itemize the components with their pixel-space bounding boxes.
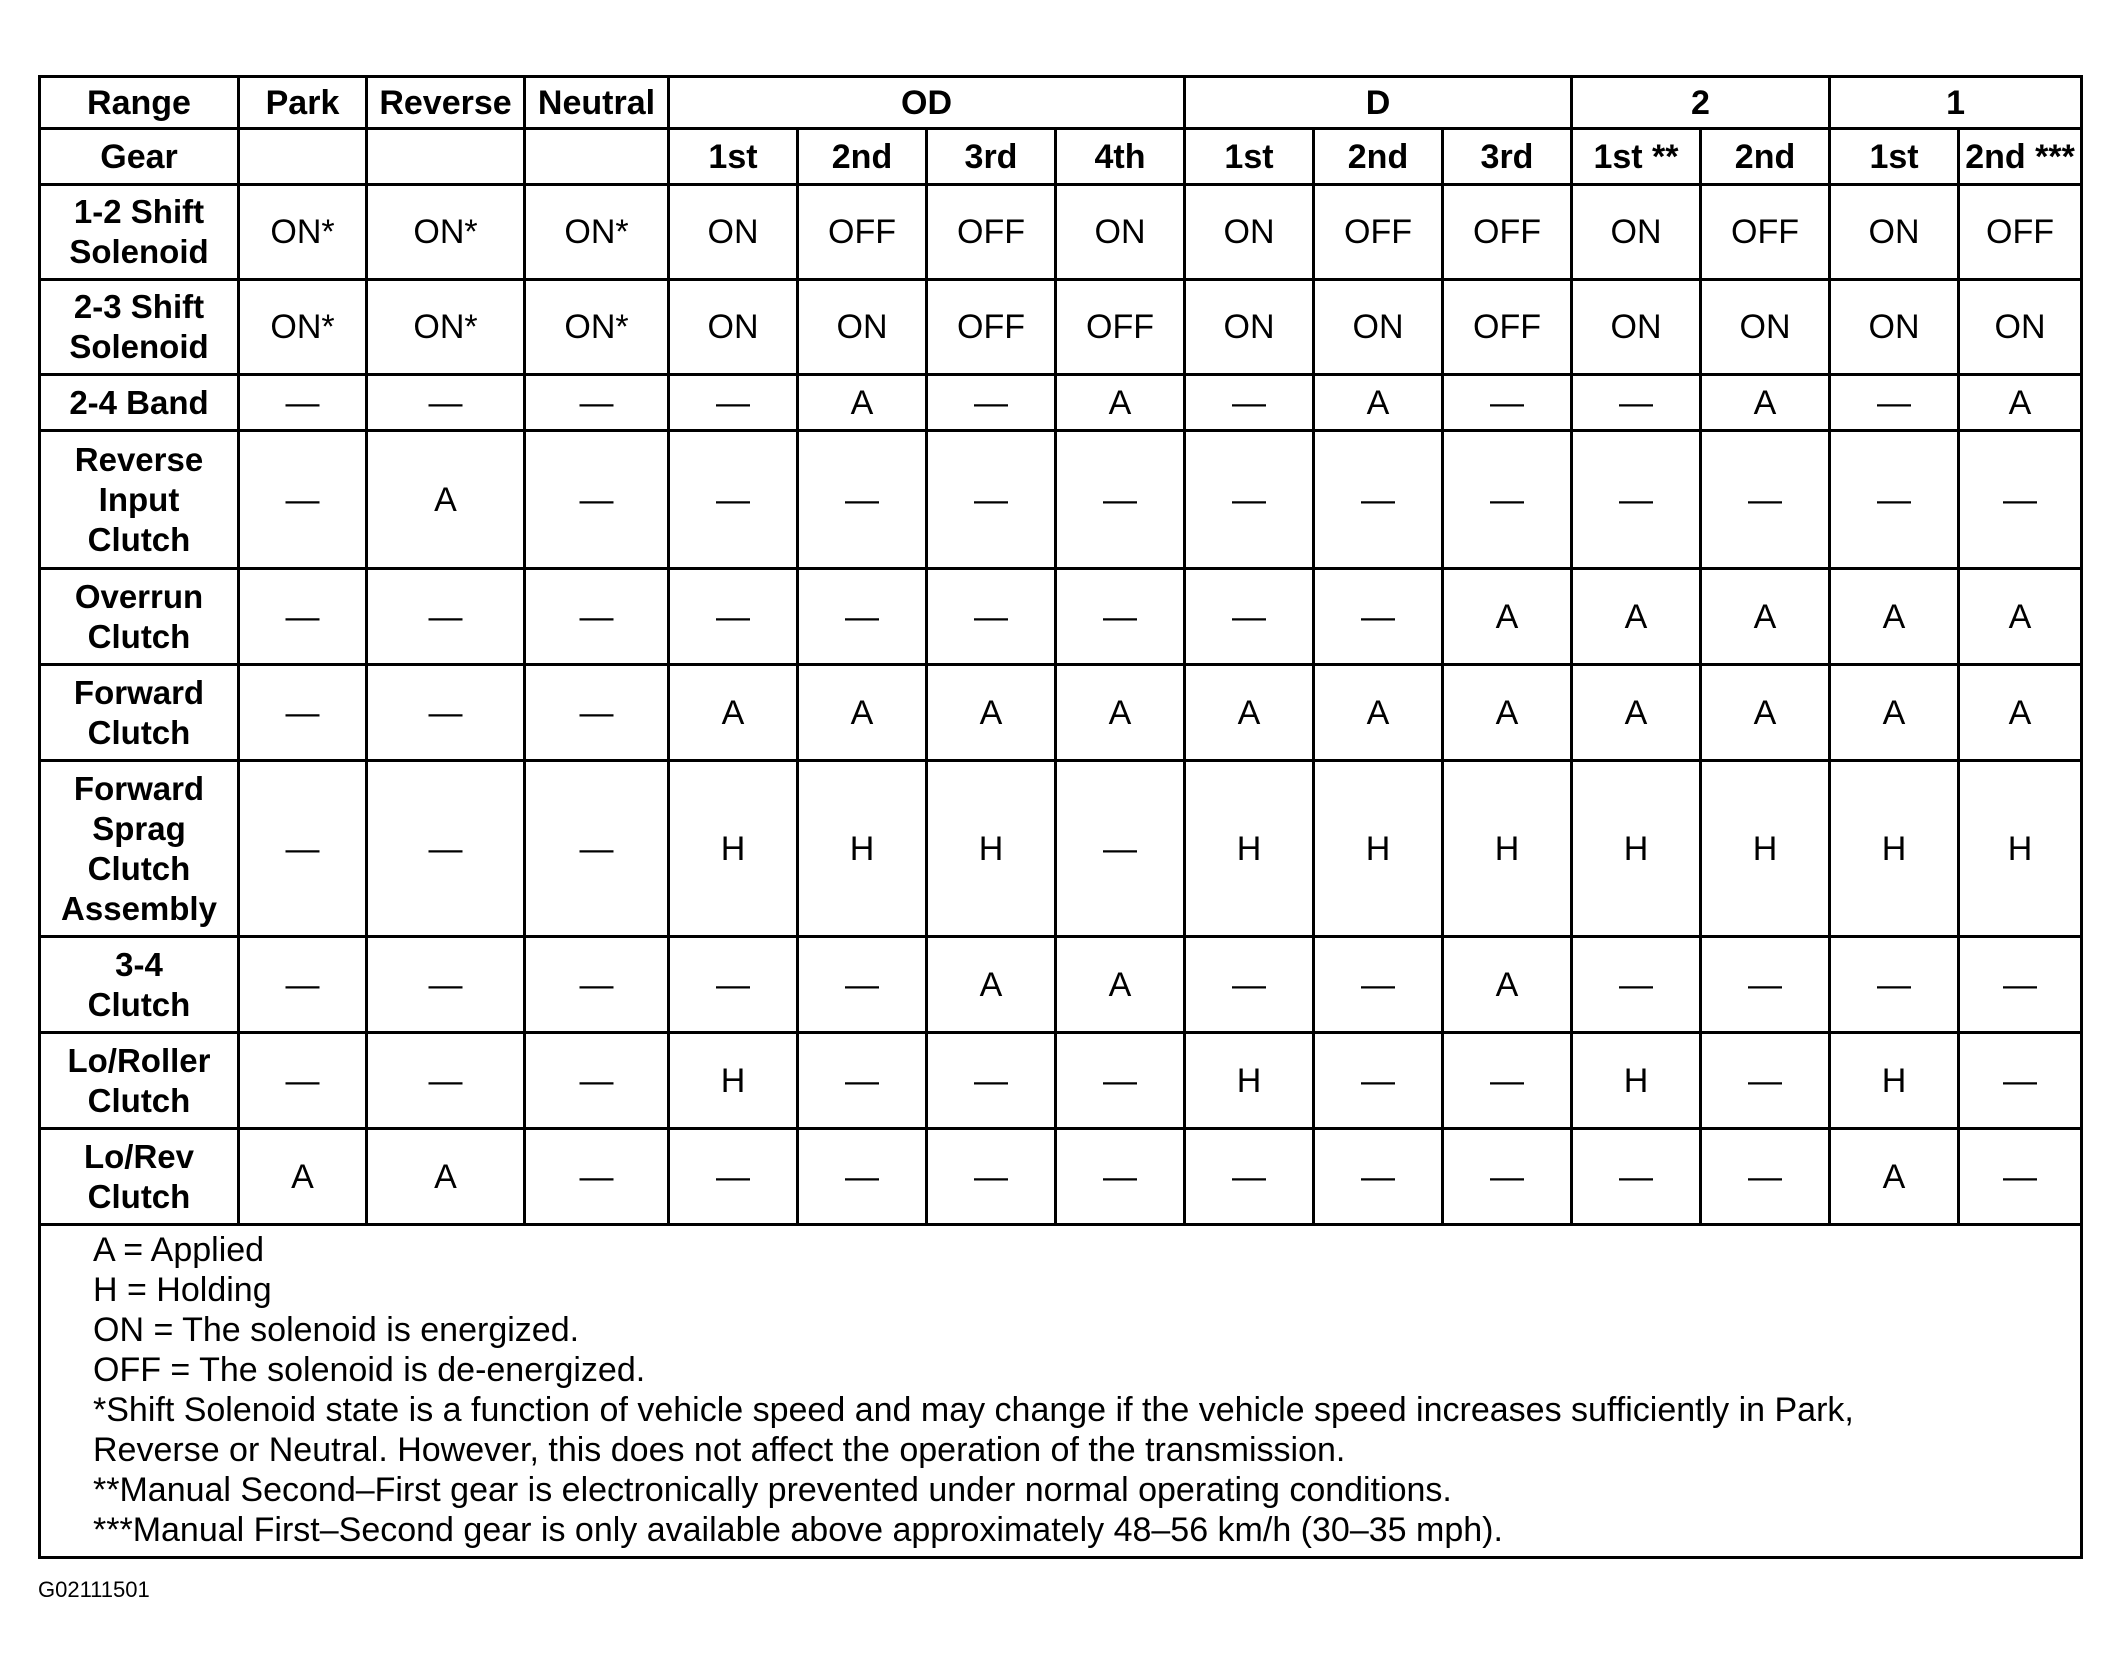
component-label-line: Clutch (87, 985, 191, 1023)
component-label-line: Reverse (74, 440, 204, 478)
state-cell: — (798, 569, 927, 665)
gear-label: Gear (40, 129, 239, 185)
state-cell: A (1830, 569, 1959, 665)
range-park: Park (239, 77, 367, 129)
state-cell: — (1572, 375, 1701, 431)
component-label-line: Lo/Roller (67, 1041, 211, 1079)
range-2: 2 (1572, 77, 1830, 129)
state-cell: A (1443, 665, 1572, 761)
state-cell: A (367, 431, 525, 569)
state-cell: ON* (367, 280, 525, 375)
state-cell: ON* (367, 185, 525, 280)
state-cell: A (239, 1129, 367, 1225)
component-row (40, 569, 2082, 665)
state-cell: ON* (525, 185, 669, 280)
state-cell: ON (798, 280, 927, 375)
gear-header-row (40, 129, 2082, 185)
state-cell: — (669, 937, 798, 1033)
state-cell: — (1056, 1033, 1185, 1129)
state-cell: — (1959, 431, 2082, 569)
shift-chart-sheet (38, 75, 2080, 1559)
gear-cell: 1st (1830, 129, 1959, 185)
state-cell: OFF (1701, 185, 1830, 280)
state-cell: — (1314, 569, 1443, 665)
state-cell: — (367, 375, 525, 431)
state-cell: ON (1056, 185, 1185, 280)
gear-cell: 1st ** (1572, 129, 1701, 185)
state-cell: — (239, 431, 367, 569)
range-header-row (40, 77, 2082, 129)
state-cell: — (525, 375, 669, 431)
state-cell: ON* (239, 280, 367, 375)
component-label-line: Solenoid (69, 233, 209, 270)
state-cell: OFF (1443, 280, 1572, 375)
state-cell: — (927, 569, 1056, 665)
state-cell: — (669, 431, 798, 569)
state-cell: — (367, 1033, 525, 1129)
component-row (40, 280, 2082, 375)
component-label-line: Clutch (87, 1177, 191, 1215)
state-cell: A (1701, 569, 1830, 665)
state-cell: — (1443, 1033, 1572, 1129)
state-cell: — (1314, 937, 1443, 1033)
state-cell: A (367, 1129, 525, 1225)
state-cell: A (927, 937, 1056, 1033)
state-cell: — (927, 431, 1056, 569)
state-cell: OFF (927, 280, 1056, 375)
component-label-line: Sprag (92, 809, 186, 847)
state-cell: — (239, 937, 367, 1033)
state-cell: — (1959, 1129, 2082, 1225)
state-cell: H (1185, 761, 1314, 937)
component-label (40, 375, 239, 431)
component-label (40, 665, 239, 761)
state-cell: ON (669, 280, 798, 375)
state-cell: H (669, 761, 798, 937)
state-cell: — (1443, 1129, 1572, 1225)
legend-line: A = Applied (93, 1231, 265, 1269)
component-row (40, 185, 2082, 280)
legend-line: ON = The solenoid is energized. (93, 1311, 580, 1349)
state-cell: — (1185, 431, 1314, 569)
state-cell: — (927, 375, 1056, 431)
legend-line: Reverse or Neutral. However, this does not affect the operation of the transmission. (93, 1431, 1346, 1469)
state-cell: ON (1185, 280, 1314, 375)
state-cell: — (1443, 431, 1572, 569)
figure-code: G02111501 (38, 1577, 150, 1602)
state-cell: A (1959, 569, 2082, 665)
gear-cell (367, 129, 525, 185)
state-cell: ON (1830, 280, 1959, 375)
legend-line: H = Holding (93, 1271, 272, 1309)
gear-cell (239, 129, 367, 185)
gear-cell (525, 129, 669, 185)
range-reverse: Reverse (367, 77, 525, 129)
state-cell: — (525, 665, 669, 761)
state-cell: A (1701, 665, 1830, 761)
state-cell: — (239, 569, 367, 665)
state-cell: — (525, 937, 669, 1033)
state-cell: A (1959, 665, 2082, 761)
state-cell: H (1572, 1033, 1701, 1129)
gear-cell: 2nd *** (1959, 129, 2082, 185)
state-cell: A (1830, 1129, 1959, 1225)
state-cell: — (367, 937, 525, 1033)
legend-line: **Manual Second–First gear is electronically prevented under normal operating conditions. (93, 1471, 1452, 1509)
component-label-line: 1-2 Shift (73, 193, 205, 230)
gear-cell: 1st (669, 129, 798, 185)
range-od: OD (669, 77, 1185, 129)
state-cell: — (1056, 569, 1185, 665)
state-cell: OFF (1056, 280, 1185, 375)
state-cell: — (239, 665, 367, 761)
state-cell: ON (1701, 280, 1830, 375)
state-cell: — (367, 665, 525, 761)
component-label-line: 2-4 Band (69, 383, 209, 421)
gear-cell: 3rd (1443, 129, 1572, 185)
state-cell: — (1314, 1033, 1443, 1129)
state-cell: OFF (1959, 185, 2082, 280)
state-cell: — (1314, 431, 1443, 569)
state-cell: — (239, 375, 367, 431)
state-cell: A (1830, 665, 1959, 761)
state-cell: ON* (239, 185, 367, 280)
component-label (40, 1129, 239, 1225)
legend-row (40, 1225, 2082, 1558)
state-cell: — (927, 1129, 1056, 1225)
state-cell: A (1701, 375, 1830, 431)
state-cell: A (1314, 375, 1443, 431)
component-label (40, 280, 239, 375)
state-cell: A (1314, 665, 1443, 761)
state-cell: H (1830, 761, 1959, 937)
state-cell: — (1830, 431, 1959, 569)
component-label (40, 185, 239, 280)
component-row (40, 937, 2082, 1033)
component-row (40, 665, 2082, 761)
state-cell: — (798, 1129, 927, 1225)
state-cell: ON (1314, 280, 1443, 375)
state-cell: — (798, 431, 927, 569)
component-label-line: Clutch (87, 617, 191, 655)
state-cell: — (669, 569, 798, 665)
state-cell: A (669, 665, 798, 761)
state-cell: — (1185, 937, 1314, 1033)
clutch-application-table (38, 75, 2083, 1559)
state-cell: OFF (798, 185, 927, 280)
state-cell: H (1443, 761, 1572, 937)
state-cell: — (1830, 937, 1959, 1033)
state-cell: H (669, 1033, 798, 1129)
component-row (40, 1129, 2082, 1225)
state-cell: — (1701, 431, 1830, 569)
state-cell: ON (669, 185, 798, 280)
component-label (40, 937, 239, 1033)
range-label: Range (40, 77, 239, 129)
state-cell: H (1572, 761, 1701, 937)
state-cell: — (1572, 1129, 1701, 1225)
gear-cell: 4th (1056, 129, 1185, 185)
state-cell: — (1185, 375, 1314, 431)
component-label-line: Forward (73, 769, 205, 807)
state-cell: — (1959, 1033, 2082, 1129)
state-cell: — (367, 569, 525, 665)
state-cell: — (525, 1033, 669, 1129)
state-cell: — (669, 375, 798, 431)
state-cell: — (239, 1033, 367, 1129)
component-row (40, 761, 2082, 937)
state-cell: — (525, 761, 669, 937)
state-cell: A (798, 375, 927, 431)
state-cell: OFF (1314, 185, 1443, 280)
state-cell: — (525, 569, 669, 665)
legend-line: ***Manual First–Second gear is only available above approximately 48–56 km/h (30–35 mph). (93, 1511, 1503, 1549)
state-cell: — (1572, 431, 1701, 569)
component-row (40, 375, 2082, 431)
component-label (40, 569, 239, 665)
state-cell: — (1056, 431, 1185, 569)
state-cell: A (1056, 665, 1185, 761)
component-label-line: Clutch (87, 849, 191, 887)
state-cell: H (798, 761, 927, 937)
state-cell: A (1056, 937, 1185, 1033)
component-label-line: Input (98, 480, 180, 518)
state-cell: H (1701, 761, 1830, 937)
legend-line: *Shift Solenoid state is a function of vehicle speed and may change if the vehicle speed increases sufficiently in Park, (93, 1391, 1854, 1429)
component-label-line: Lo/Rev (83, 1137, 195, 1175)
state-cell: A (927, 665, 1056, 761)
state-cell: ON* (525, 280, 669, 375)
state-cell: — (1701, 1033, 1830, 1129)
state-cell: H (927, 761, 1056, 937)
component-row (40, 1033, 2082, 1129)
state-cell: H (1830, 1033, 1959, 1129)
state-cell: — (1185, 569, 1314, 665)
state-cell: ON (1185, 185, 1314, 280)
state-cell: A (1443, 937, 1572, 1033)
state-cell: — (927, 1033, 1056, 1129)
component-label-line: Assembly (61, 889, 217, 927)
gear-cell: 2nd (1701, 129, 1830, 185)
state-cell: A (1572, 569, 1701, 665)
component-label-line: Clutch (87, 520, 191, 558)
range-1: 1 (1830, 77, 2082, 129)
state-cell: H (1185, 1033, 1314, 1129)
component-label (40, 431, 239, 569)
state-cell: — (1314, 1129, 1443, 1225)
component-label-line: 3-4 (115, 945, 163, 983)
state-cell: OFF (1443, 185, 1572, 280)
state-cell: A (1959, 375, 2082, 431)
state-cell: A (798, 665, 927, 761)
state-cell: ON (1830, 185, 1959, 280)
legend (40, 1225, 2082, 1558)
state-cell: A (1572, 665, 1701, 761)
state-cell: ON (1572, 185, 1701, 280)
component-label-line: 2-3 Shift (73, 288, 205, 325)
range-d: D (1185, 77, 1572, 129)
state-cell: — (525, 1129, 669, 1225)
state-cell: — (1185, 1129, 1314, 1225)
legend-line: OFF = The solenoid is de-energized. (93, 1351, 646, 1389)
state-cell: ON (1959, 280, 2082, 375)
state-cell: — (525, 431, 669, 569)
gear-cell: 2nd (798, 129, 927, 185)
state-cell: — (798, 937, 927, 1033)
state-cell: — (1830, 375, 1959, 431)
component-label-line: Clutch (87, 1081, 191, 1119)
gear-cell: 2nd (1314, 129, 1443, 185)
component-row (40, 431, 2082, 569)
component-label-line: Clutch (87, 713, 191, 751)
state-cell: A (1056, 375, 1185, 431)
state-cell: A (1443, 569, 1572, 665)
state-cell: — (1701, 1129, 1830, 1225)
range-neutral: Neutral (525, 77, 669, 129)
gear-cell: 3rd (927, 129, 1056, 185)
state-cell: — (1572, 937, 1701, 1033)
state-cell: ON (1572, 280, 1701, 375)
state-cell: — (798, 1033, 927, 1129)
state-cell: A (1185, 665, 1314, 761)
state-cell: — (1443, 375, 1572, 431)
component-label (40, 1033, 239, 1129)
state-cell: — (239, 761, 367, 937)
state-cell: OFF (927, 185, 1056, 280)
state-cell: — (1959, 937, 2082, 1033)
component-label (40, 761, 239, 937)
component-label-line: Solenoid (69, 328, 209, 365)
state-cell: H (1314, 761, 1443, 937)
state-cell: H (1959, 761, 2082, 937)
state-cell: — (1701, 937, 1830, 1033)
gear-cell: 1st (1185, 129, 1314, 185)
state-cell: — (1056, 1129, 1185, 1225)
component-label-line: Forward (73, 673, 205, 711)
state-cell: — (1056, 761, 1185, 937)
component-label-line: Overrun (74, 577, 204, 615)
state-cell: — (669, 1129, 798, 1225)
state-cell: — (367, 761, 525, 937)
